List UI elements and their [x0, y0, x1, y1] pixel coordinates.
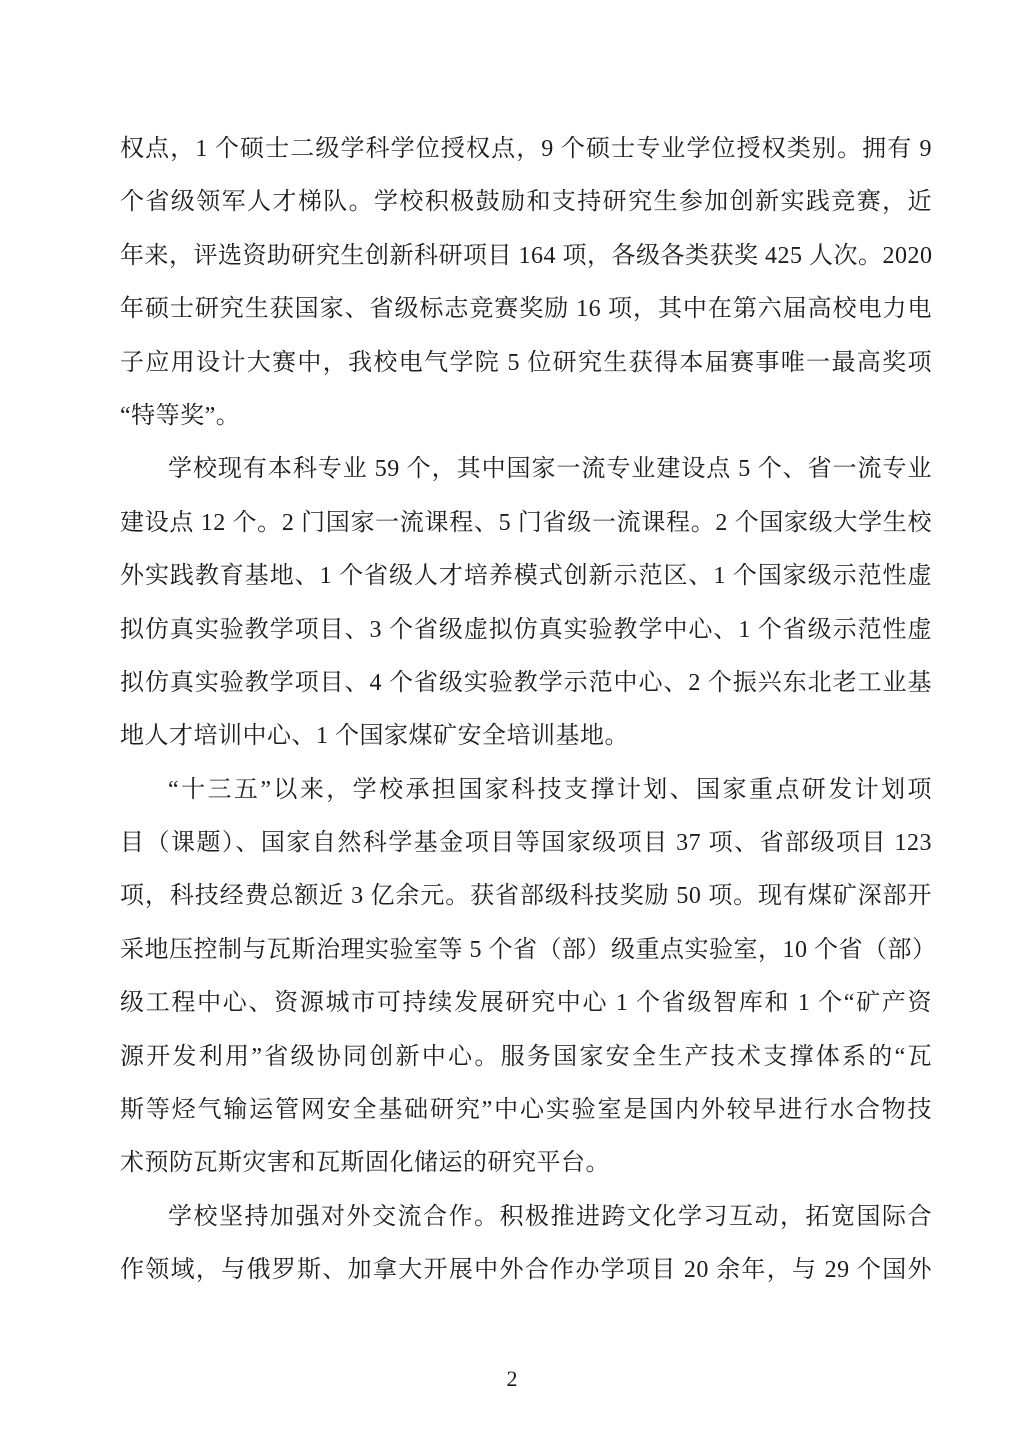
- page-number: 2: [506, 1366, 518, 1391]
- text-line: 拟仿真实验教学项目、3 个省级虚拟仿真实验教学中心、1 个省级示范性虚: [120, 616, 932, 643]
- text-line: 项，科技经费总额近 3 亿余元。获省部级科技奖励 50 项。现有煤矿深部开: [120, 883, 932, 910]
- text-line: 目（课题）、国家自然科学基金项目等国家级项目 37 项、省部级项目 123: [120, 830, 932, 857]
- text-line: 子应用设计大赛中，我校电气学院 5 位研究生获得本届赛事唯一最高奖项: [120, 349, 932, 376]
- text-line: 源开发利用”省级协同创新中心。服务国家安全生产技术支撑体系的“瓦: [120, 1043, 932, 1070]
- text-line: 权点，1 个硕士二级学科学位授权点，9 个硕士专业学位授权类别。拥有 9: [120, 136, 932, 162]
- text-line: 采地压控制与瓦斯治理实验室等 5 个省（部）级重点实验室，10 个省（部）: [120, 936, 937, 963]
- text-line: 学校现有本科专业 59 个，其中国家一流专业建设点 5 个、省一流专业: [168, 456, 932, 483]
- text-line: 地人才培训中心、1 个国家煤矿安全培训基地。: [120, 723, 629, 750]
- text-line: 学校坚持加强对外交流合作。积极推进跨文化学习互动，拓宽国际合: [168, 1203, 932, 1230]
- text-line: 斯等烃气输运管网安全基础研究”中心实验室是国内外较早进行水合物技: [120, 1097, 932, 1124]
- text-line: 外实践教育基地、1 个省级人才培养模式创新示范区、1 个国家级示范性虚: [120, 563, 932, 590]
- text-line: “特等奖”。: [120, 402, 241, 429]
- text-line: 年硕士研究生获国家、省级标志竞赛奖励 16 项，其中在第六届高校电力电: [120, 296, 932, 323]
- text-line: 术预防瓦斯灾害和瓦斯固化储运的研究平台。: [120, 1150, 610, 1177]
- text-line: 个省级领军人才梯队。学校积极鼓励和支持研究生参加创新实践竞赛，近: [120, 189, 932, 216]
- text-line: 作领域，与俄罗斯、加拿大开展中外合作办学项目 20 余年，与 29 个国外: [120, 1257, 932, 1284]
- page-body-text: [120, 123, 937, 1298]
- text-line: “十三五”以来，学校承担国家科技支撑计划、国家重点研发计划项: [168, 776, 932, 803]
- text-line: 年来，评选资助研究生创新科研项目 164 项，各级各类获奖 425 人次。2020: [120, 242, 933, 269]
- text-line: 建设点 12 个。2 门国家一流课程、5 门省级一流课程。2 个国家级大学生校: [120, 509, 932, 536]
- text-line: 拟仿真实验教学项目、4 个省级实验教学示范中心、2 个振兴东北老工业基: [120, 669, 932, 696]
- text-line: 级工程中心、资源城市可持续发展研究中心 1 个省级智库和 1 个“矿产资: [120, 990, 932, 1017]
